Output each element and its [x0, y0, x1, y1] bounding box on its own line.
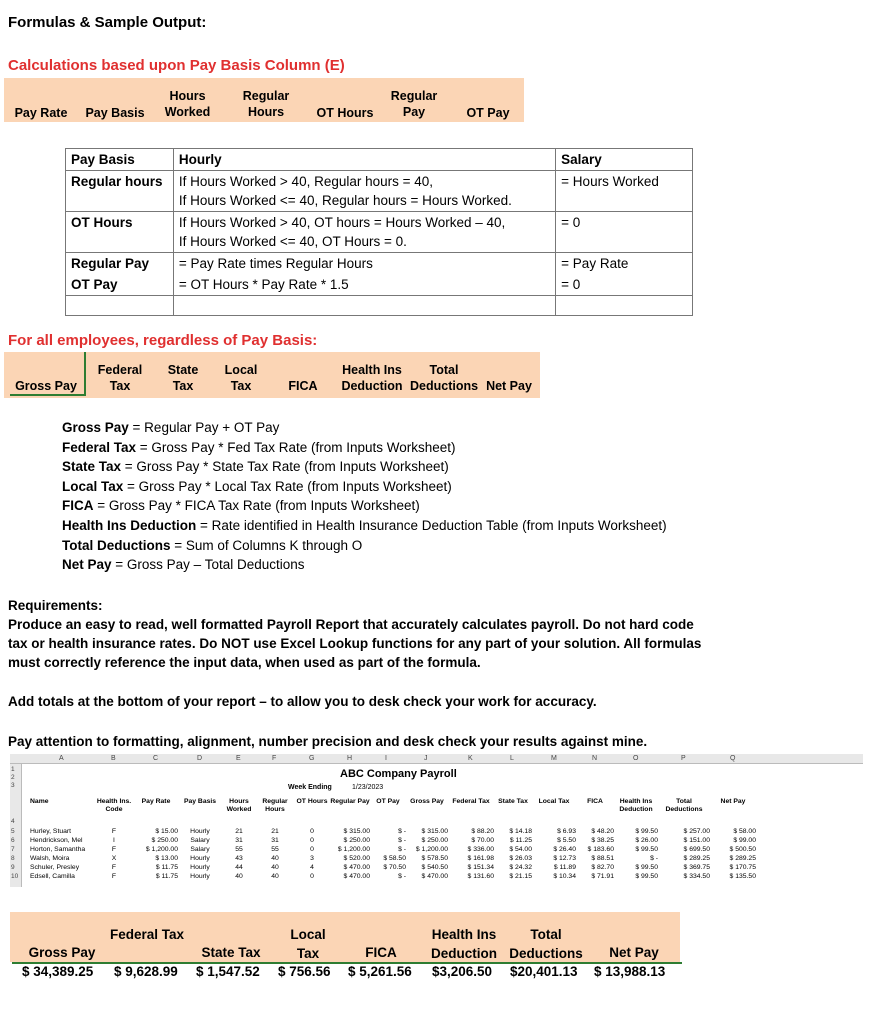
requirements-title: Requirements: — [8, 598, 103, 613]
hdr-pay-basis: Pay Basis — [85, 106, 145, 120]
sheet-header-cell: Gross Pay — [410, 798, 444, 805]
sheet-data-cell: $ 24.32 — [509, 864, 532, 871]
cell-empty — [66, 296, 174, 316]
sheet-data-cell: $ 151.34 — [467, 864, 494, 871]
sheet-data-cell: Schuler, Presley — [30, 864, 80, 871]
sheet-data-cell: $ 58.00 — [733, 828, 756, 835]
requirements-line: must correctly reference the input data, when used as part of the formula. — [8, 655, 481, 670]
sheet-data-cell: $ 1,200.00 — [415, 846, 448, 853]
cell-label: Pay Basis — [66, 149, 174, 171]
spreadsheet-sample — [10, 754, 863, 887]
column-letter[interactable]: H — [347, 755, 353, 762]
sheet-header-cell: State Tax — [498, 798, 528, 805]
sheet-data-cell: 43 — [235, 855, 243, 862]
cell-cursor-marker — [84, 352, 86, 396]
sheet-header-cell: OT Hours — [296, 798, 328, 805]
sheet-data-cell: $ 315.00 — [343, 828, 370, 835]
sheet-data-cell: Hurley, Stuart — [30, 828, 72, 835]
tot-val-health-ins: $3,206.50 — [432, 964, 493, 979]
definition-item: Total Deductions = Sum of Columns K through O — [62, 537, 363, 553]
tot-hdr-gross-pay: Gross Pay — [28, 945, 96, 960]
sheet-data-cell: $ 11.75 — [155, 864, 178, 871]
sheet-header-cell: Net Pay — [720, 798, 746, 805]
cell-salary: = 0 — [556, 274, 693, 296]
sheet-data-cell: $ 12.73 — [553, 855, 576, 862]
row-number[interactable]: 9 — [11, 864, 15, 871]
sheet-data-cell: $ 82.70 — [591, 864, 614, 871]
sheet-data-cell: 3 — [310, 855, 314, 862]
cell-label: Regular hours — [66, 171, 174, 212]
hdr-fica: FICA — [288, 379, 318, 393]
sheet-data-cell: I — [113, 837, 115, 844]
tot-hdr-state-tax: State Tax — [201, 945, 261, 960]
cell-label: OT Pay — [66, 274, 174, 296]
row-number[interactable]: 6 — [11, 837, 15, 844]
row-number[interactable]: 2 — [11, 774, 15, 781]
column-letter[interactable]: L — [510, 755, 514, 762]
tot-val-local-tax: $ 756.56 — [278, 964, 331, 979]
hdr-pay-rate: Pay Rate — [14, 106, 68, 120]
sheet-data-cell: $ 99.00 — [733, 837, 756, 844]
sheet-header-cell: FICA — [587, 798, 603, 805]
attention-note: Pay attention to formatting, alignment, number precision and desk check your results against mine. — [8, 734, 648, 749]
sheet-data-cell: $ 289.25 — [683, 855, 710, 862]
hdr-regular-hours: Regular Hours — [242, 89, 290, 119]
sheet-header-cell: Hours Worked — [226, 798, 252, 813]
sheet-data-cell: $ 470.00 — [343, 873, 370, 880]
table-row — [66, 274, 693, 296]
sheet-data-cell: $ 21.15 — [509, 873, 532, 880]
sheet-header-cell: Local Tax — [538, 798, 570, 805]
sheet-data-cell: $ 71.91 — [591, 873, 614, 880]
hdr-hours-worked: Hours Worked — [164, 89, 211, 119]
sheet-data-cell: $ 183.60 — [587, 846, 614, 853]
sheet-data-cell: 55 — [235, 846, 243, 853]
sheet-data-cell: Walsh, Moira — [30, 855, 70, 862]
column-letter[interactable]: D — [197, 755, 203, 762]
sheet-data-cell: Horton, Samantha — [30, 846, 86, 853]
week-ending-label: Week Ending — [288, 784, 332, 791]
row-number[interactable]: 10 — [11, 873, 19, 880]
page-heading: Formulas & Sample Output: — [8, 14, 207, 31]
sheet-data-cell: F — [111, 873, 117, 880]
sheet-data-cell: $ 336.00 — [467, 846, 494, 853]
sheet-data-cell: F — [111, 864, 117, 871]
sheet-data-cell: $ 6.93 — [557, 828, 576, 835]
row-number[interactable]: 5 — [11, 828, 15, 835]
requirements-line: tax or health insurance rates. Do NOT use Excel Lookup functions for any part of your solution. All formulas — [8, 636, 702, 651]
table-row — [66, 253, 693, 275]
cell-salary: Salary — [556, 149, 693, 171]
tot-val-net-pay: $ 13,988.13 — [594, 964, 666, 979]
definition-item: Gross Pay = Regular Pay + OT Pay — [62, 420, 280, 435]
sheet-data-cell: $ 99.50 — [635, 864, 658, 871]
column-letter[interactable]: M — [551, 755, 557, 762]
definition-item: Local Tax = Gross Pay * Local Tax Rate (from Inputs Worksheet) — [62, 478, 452, 494]
sheet-data-cell: $ 334.50 — [683, 873, 710, 880]
sheet-data-cell: 55 — [271, 846, 279, 853]
row-number[interactable]: 8 — [11, 855, 15, 862]
sheet-data-cell: $ 11.75 — [155, 873, 178, 880]
sheet-data-cell: 21 — [271, 828, 279, 835]
column-letter[interactable]: F — [272, 755, 277, 762]
sheet-data-cell: $ 15.00 — [155, 828, 178, 835]
tot-hdr-net-pay: Net Pay — [609, 945, 659, 960]
hdr-net-pay: Net Pay — [486, 379, 532, 393]
tot-val-gross-pay: $ 34,389.25 — [22, 964, 94, 979]
sheet-data-cell: $ - — [398, 846, 406, 853]
tot-hdr-health-ins: Health Ins Deduction — [431, 927, 497, 961]
sheet-data-cell: Salary — [190, 846, 210, 853]
sheet-data-cell: $ 369.75 — [683, 864, 710, 871]
sheet-data-cell: $ - — [398, 873, 406, 880]
sheet-data-cell: $ - — [398, 837, 406, 844]
sheet-data-cell: $ 257.00 — [683, 828, 710, 835]
column-letter[interactable]: J — [424, 755, 428, 762]
sheet-data-cell: $ 250.00 — [343, 837, 370, 844]
sheet-data-cell: Salary — [190, 837, 210, 844]
sheet-data-cell: $ 26.03 — [509, 855, 532, 862]
sheet-header-cell: Health Ins Deduction — [619, 798, 653, 813]
cell-hourly: = Pay Rate times Regular Hours — [173, 253, 555, 275]
hdr-gross-pay: Gross Pay — [15, 379, 77, 393]
column-letter[interactable]: N — [592, 755, 598, 762]
definition-item: Federal Tax = Gross Pay * Fed Tax Rate (from Inputs Worksheet) — [62, 439, 456, 455]
sheet-data-cell: 44 — [235, 864, 243, 871]
definition-item: State Tax = Gross Pay * State Tax Rate (from Inputs Worksheet) — [62, 459, 449, 475]
cell-salary: = Hours Worked — [556, 171, 693, 212]
row-number[interactable]: 4 — [11, 818, 15, 825]
row-number[interactable]: 1 — [11, 766, 15, 773]
section1-title: Calculations based upon Pay Basis Column (E) — [8, 57, 345, 74]
sheet-data-cell: $ 99.50 — [635, 828, 658, 835]
sheet-data-cell: $ 14.18 — [509, 828, 532, 835]
sheet-data-cell: $ 88.20 — [471, 828, 494, 835]
cell-empty — [173, 296, 555, 316]
sheet-header-cell: OT Pay — [376, 798, 400, 805]
cell-cursor-underline — [10, 394, 86, 396]
tot-val-total-deductions: $20,401.13 — [510, 964, 578, 979]
sheet-data-cell: 0 — [310, 837, 314, 844]
table-row — [66, 149, 693, 171]
sheet-data-cell: 40 — [271, 864, 279, 871]
column-letter[interactable]: K — [468, 755, 473, 762]
week-ending-value: 1/23/2023 — [352, 784, 384, 791]
table-row — [66, 171, 693, 212]
cell-label: Regular Pay — [66, 253, 174, 275]
sheet-data-cell: 21 — [235, 828, 243, 835]
column-letter[interactable]: G — [309, 755, 315, 762]
sheet-data-cell: $ 250.00 — [151, 837, 178, 844]
sheet-data-cell: $ 470.00 — [421, 873, 448, 880]
sheet-data-cell: $ 10.34 — [553, 873, 576, 880]
column-letter[interactable]: I — [385, 755, 387, 762]
sheet-data-cell: $ 131.60 — [467, 873, 494, 880]
sheet-data-cell: X — [111, 855, 117, 862]
sheet-data-cell: $ 5.50 — [557, 837, 576, 844]
sheet-header-cell: Total Deductions — [665, 798, 703, 813]
sheet-title: ABC Company Payroll — [340, 768, 457, 780]
sheet-data-cell: 31 — [271, 837, 279, 844]
sheet-data-cell: $ 135.50 — [729, 873, 756, 880]
tot-hdr-fica: FICA — [365, 945, 397, 960]
sheet-data-cell: $ 161.98 — [467, 855, 494, 862]
sheet-data-cell: 0 — [310, 873, 314, 880]
section2-title: For all employees, regardless of Pay Basis: — [8, 332, 318, 349]
sheet-data-cell: Hourly — [190, 873, 210, 880]
hdr-ot-pay: OT Pay — [466, 106, 510, 120]
sheet-data-cell: Hourly — [190, 828, 210, 835]
sheet-data-cell: $ 26.40 — [553, 846, 576, 853]
sheet-data-cell: $ 470.00 — [343, 864, 370, 871]
cell-line: If Hours Worked <= 40, Regular hours = Hours Worked. — [178, 193, 512, 208]
sheet-data-cell: Edsell, Camilla — [30, 873, 75, 880]
formula-table — [65, 148, 693, 316]
sheet-data-cell: $ 13.00 — [155, 855, 178, 862]
sheet-data-cell: $ 99.50 — [635, 846, 658, 853]
hdr-federal-tax: Federal Tax — [97, 363, 143, 393]
sheet-data-cell: $ 88.51 — [591, 855, 614, 862]
sheet-data-cell: $ 11.25 — [509, 837, 532, 844]
definition-item: Health Ins Deduction = Rate identified in Health Insurance Deduction Table (from Inputs Worksheet) — [62, 517, 667, 533]
sheet-data-cell: $ - — [650, 855, 658, 862]
cell-line: If Hours Worked > 40, OT hours = Hours Worked – 40, — [178, 215, 506, 230]
sheet-header-cell: Health Ins. Code — [96, 798, 132, 813]
row-number[interactable]: 7 — [11, 846, 15, 853]
sheet-data-cell: $ 26.00 — [635, 837, 658, 844]
sheet-data-cell: 40 — [235, 873, 243, 880]
sheet-data-cell: 0 — [310, 846, 314, 853]
sheet-data-cell: $ 48.20 — [591, 828, 614, 835]
cell-hourly — [173, 212, 555, 253]
cell-hourly — [173, 171, 555, 212]
hdr-local-tax: Local Tax — [224, 363, 258, 393]
sheet-data-cell: $ 99.50 — [635, 873, 658, 880]
column-letter[interactable]: P — [681, 755, 686, 762]
hdr-ot-hours: OT Hours — [316, 106, 374, 120]
column-letter[interactable]: B — [111, 755, 116, 762]
sheet-data-cell: $ 699.50 — [683, 846, 710, 853]
cell-hourly: Hourly — [173, 149, 555, 171]
sheet-data-cell: $ 578.50 — [421, 855, 448, 862]
sheet-data-cell: $ 1,200.00 — [145, 846, 178, 853]
sheet-data-cell: Hourly — [190, 864, 210, 871]
sheet-header-cell: Pay Basis — [183, 798, 217, 805]
column-letter[interactable]: C — [153, 755, 159, 762]
column-header-bar — [10, 754, 863, 764]
sheet-data-cell: $ 315.00 — [421, 828, 448, 835]
sheet-header-cell: Regular Pay — [330, 798, 370, 805]
sheet-data-cell: $ 170.75 — [729, 864, 756, 871]
column-letter[interactable]: O — [633, 755, 639, 762]
sheet-data-cell: $ 70.00 — [471, 837, 494, 844]
table-row — [66, 212, 693, 253]
sheet-data-cell: 31 — [235, 837, 243, 844]
cell-line: If Hours Worked <= 40, OT Hours = 0. — [178, 234, 407, 249]
column-letter[interactable]: A — [59, 755, 64, 762]
sheet-data-cell: $ 540.50 — [421, 864, 448, 871]
sheet-header-cell: Name — [30, 798, 49, 805]
sheet-data-cell: $ 151.00 — [683, 837, 710, 844]
sheet-data-cell: F — [111, 828, 117, 835]
sheet-data-cell: 4 — [310, 864, 314, 871]
sheet-data-cell: $ 500.50 — [729, 846, 756, 853]
tot-val-state-tax: $ 1,547.52 — [196, 964, 260, 979]
tot-val-federal-tax: $ 9,628.99 — [114, 964, 178, 979]
sheet-header-cell: Federal Tax — [452, 798, 490, 805]
hdr-health-ins: Health Ins Deduction — [341, 363, 403, 393]
tot-hdr-local-tax: Local Tax — [290, 927, 326, 961]
hdr-total-deductions: Total Deductions — [410, 363, 479, 393]
definitions-list — [62, 418, 667, 575]
definition-item: FICA = Gross Pay * FICA Tax Rate (from Inputs Worksheet) — [62, 498, 420, 514]
hdr-regular-pay: Regular Pay — [390, 89, 438, 119]
hdr-state-tax: State Tax — [167, 363, 199, 393]
definition-item: Net Pay = Gross Pay – Total Deductions — [62, 557, 305, 573]
sheet-data-cell: 0 — [310, 828, 314, 835]
cell-salary: = Pay Rate — [556, 253, 693, 275]
cell-hourly: = OT Hours * Pay Rate * 1.5 — [173, 274, 555, 296]
cell-salary: = 0 — [556, 212, 693, 253]
sheet-header-cell: Pay Rate — [141, 798, 171, 805]
sheet-data-cell: $ 250.00 — [421, 837, 448, 844]
sheet-data-cell: $ - — [398, 828, 406, 835]
sheet-data-cell: $ 58.50 — [383, 855, 406, 862]
sheet-data-cell: $ 70.50 — [383, 864, 406, 871]
sheet-data-cell: Hendrickson, Mel — [30, 837, 83, 844]
tot-hdr-federal-tax: Federal Tax — [109, 927, 185, 942]
sheet-data-cell: $ 54.00 — [509, 846, 532, 853]
row-header-bar — [10, 764, 22, 887]
sheet-data-cell: $ 520.00 — [343, 855, 370, 862]
cell-line: If Hours Worked > 40, Regular hours = 40, — [178, 174, 434, 189]
sheet-data-cell: 40 — [271, 873, 279, 880]
sheet-data-cell: 40 — [271, 855, 279, 862]
sheet-data-cell: Hourly — [190, 855, 210, 862]
table-row — [66, 296, 693, 316]
sheet-data-cell: $ 289.25 — [729, 855, 756, 862]
sheet-header-cell: Regular Hours — [262, 798, 288, 813]
tot-val-fica: $ 5,261.56 — [348, 964, 412, 979]
cell-empty — [556, 296, 693, 316]
tot-hdr-total-deductions: Total Deductions — [509, 927, 583, 961]
sheet-data-cell: $ 11.89 — [553, 864, 576, 871]
sheet-data-cell: $ 38.25 — [591, 837, 614, 844]
sheet-data-cell: F — [111, 846, 117, 853]
totals-note: Add totals at the bottom of your report – to allow you to desk check your work for accuracy. — [8, 694, 597, 709]
column-letter[interactable]: E — [236, 755, 241, 762]
column-letter[interactable]: Q — [730, 755, 736, 762]
sheet-data-cell: $ 1,200.00 — [337, 846, 370, 853]
row-number[interactable]: 3 — [11, 782, 15, 789]
requirements-line: Produce an easy to read, well formatted Payroll Report that accurately calculates payroll. Do not hard code — [8, 617, 694, 632]
cell-label: OT Hours — [66, 212, 174, 253]
